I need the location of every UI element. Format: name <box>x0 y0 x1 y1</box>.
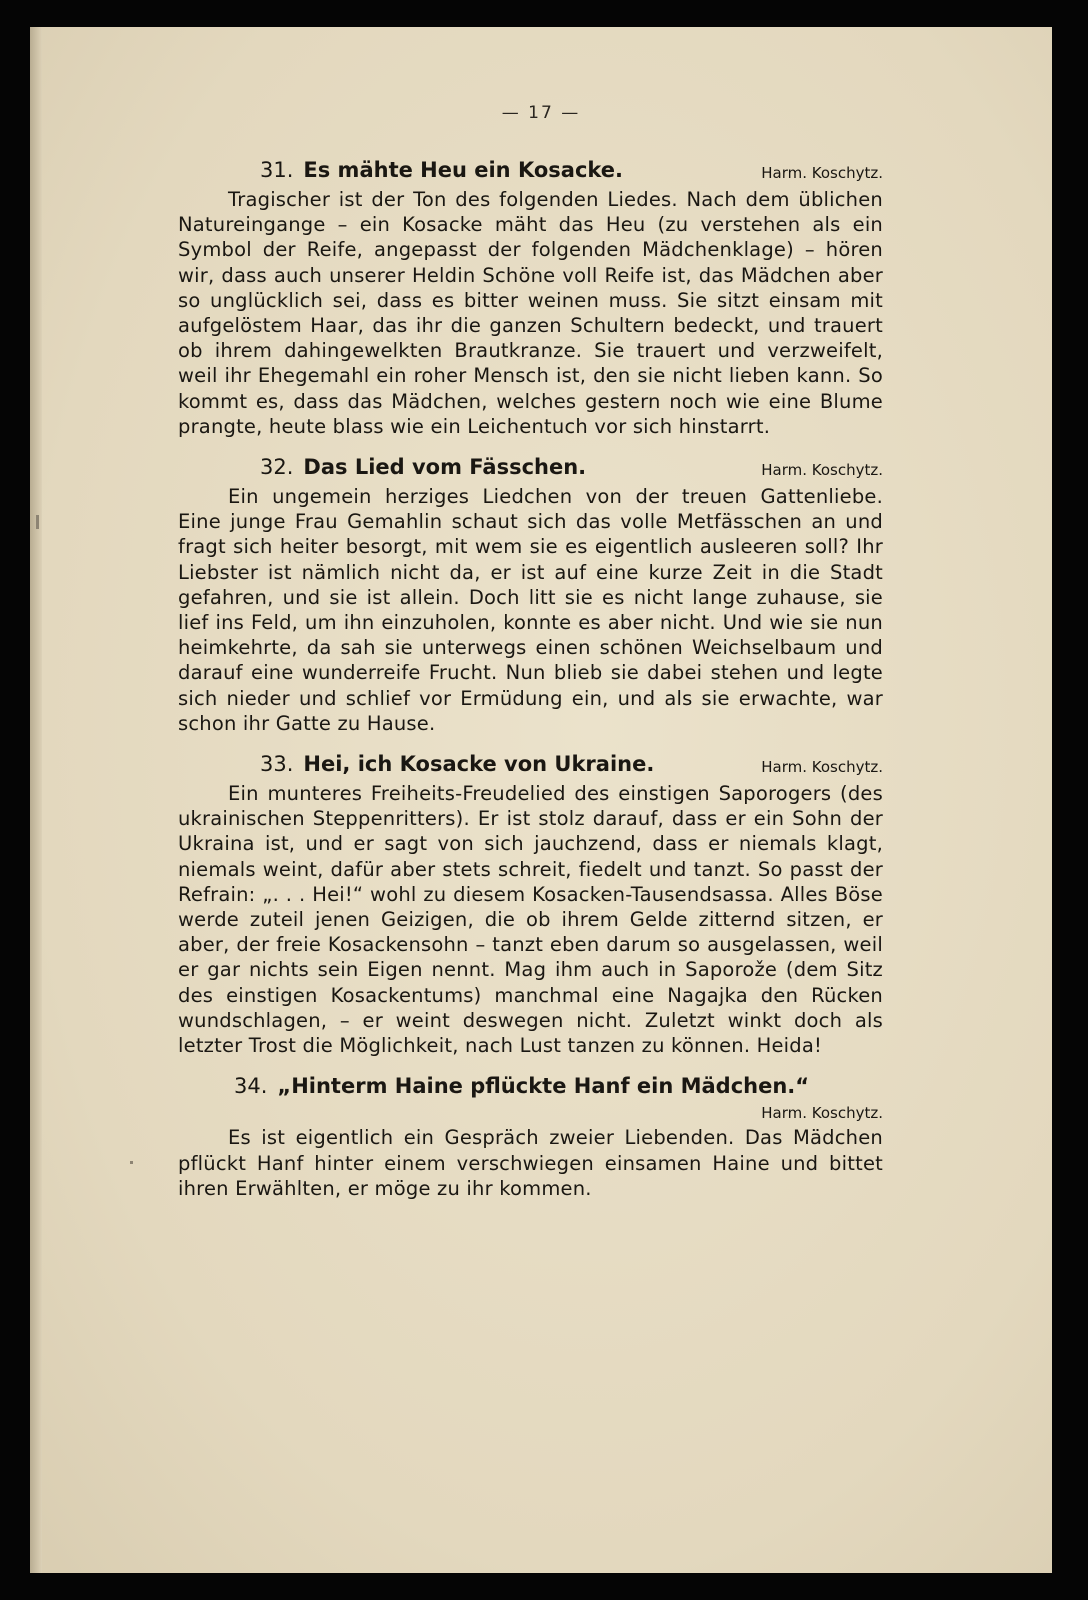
section-31-heading <box>178 155 883 185</box>
section-33-heading <box>178 749 883 779</box>
section-32-credit: Harm. Koschytz. <box>761 461 883 480</box>
section-34-heading <box>178 1071 883 1123</box>
section-31-text: Tragischer ist der Ton des folgenden Liedes. Nach dem üblichen Natureingange – ein Kosacke mäht das Heu (zu verstehen als ein Symbol der Reife, angepasst der folgenden Mädchenklage) – hören wir, dass auch unserer Heldin Schöne voll Reife ist, das Mädchen aber so unglücklich sei, dass es bitter weinen muss. Sie sitzt einsam mit aufgelöstem Haar, das ihr die ganzen Schultern bedeckt, und trauert ob ihrem dahingewelkten Brautkranze. Sie trauert und verzweifelt, weil ihr Ehegemahl ein roher Mensch ist, den sie nicht lieben kann. So kommt es, dass das Mädchen, welches gestern noch wie eine Blume prangte, heute blass wie ein Leichentuch vor sich hinstarrt. <box>178 188 883 438</box>
section-33-credit: Harm. Koschytz. <box>761 758 883 777</box>
margin-mark <box>36 515 39 529</box>
section-32-number: 32. <box>260 455 294 480</box>
section-31-title: Es mähte Heu ein Kosacke. <box>303 158 624 182</box>
section-34-number: 34. <box>234 1074 268 1099</box>
section-33-text: Ein munteres Freiheits-Freudelied des einstigen Saporogers (des ukrainischen Steppenritters). Er ist stolz darauf, dass er ein Sohn der Ukraina ist, und er sagt von sich jauchzend, dass er niemals klagt, niemals weint, dafür aber stets schreit, fiedelt und tanzt. So passt der Refrain: „. . . Hei!“ wohl zu diesem Kosacken-Tausendsassa. Alles Böse werde zuteil jenen Geizigen, die ob ihrem Gelde zitternd sitzen, er aber, der freie Kosackensohn – tanzt eben darum so ausgelassen, weil er gar nichts sein Eigen nennt. Mag ihm auch in Saporože (dem Sitz des einstigen Kosackentums) manchmal eine Nagajka den Rücken wundschlagen, – er weint deswegen nicht. Zuletzt winkt doch als letzter Trost die Möglichkeit, nach Lust tanzen zu können. Heida! <box>178 782 883 1058</box>
margin-dot <box>130 1161 133 1164</box>
page-gutter <box>30 27 42 1573</box>
section-33-number: 33. <box>260 752 294 777</box>
section-32-text: Ein ungemein herziges Liedchen von der treuen Gattenliebe. Eine junge Frau Gemahlin schaut sich das volle Metfässchen an und fragt sich heiter besorgt, mit wem sie es eigentlich ausleeren soll? Ihr Liebster ist nämlich nicht da, er ist auf eine kurze Zeit in die Stadt gefahren, und sie ist allein. Doch litt sie es nicht lange zuhause, sie lief ins Feld, um ihn einzuholen, konnte es aber nicht. Und wie sie nun heimkehrte, da sah sie unterwegs einen schönen Weichselbaum und darauf eine wunderreife Frucht. Nun blieb sie dabei stehen und legte sich nieder und schlief vor Ermüdung ein, und als sie erwachte, war schon ihr Gatte zu Hause. <box>178 485 883 735</box>
section-33-title: Hei, ich Kosacke von Ukraine. <box>303 752 655 777</box>
page-number: — 17 — <box>501 103 581 123</box>
section-34-credit: Harm. Koschytz. <box>761 1104 883 1123</box>
section-32-title: Das Lied vom Fässchen. <box>303 455 587 480</box>
section-34-title: „Hinterm Haine pflückte Hanf ein Mädchen.“ <box>277 1074 810 1099</box>
page-content <box>178 155 883 1214</box>
section-32-heading <box>178 452 883 482</box>
book-page <box>30 27 1052 1573</box>
section-31-credit: Harm. Koschytz. <box>761 164 883 182</box>
section-34-text: Es ist eigentlich ein Gespräch zweier Liebenden. Das Mädchen pflückt Hanf hinter einem verschwiegen einsamen Haine und bittet ihren Erwählten, er möge zu ihr kommen. <box>178 1126 883 1200</box>
section-31-number: 31. <box>260 158 294 182</box>
